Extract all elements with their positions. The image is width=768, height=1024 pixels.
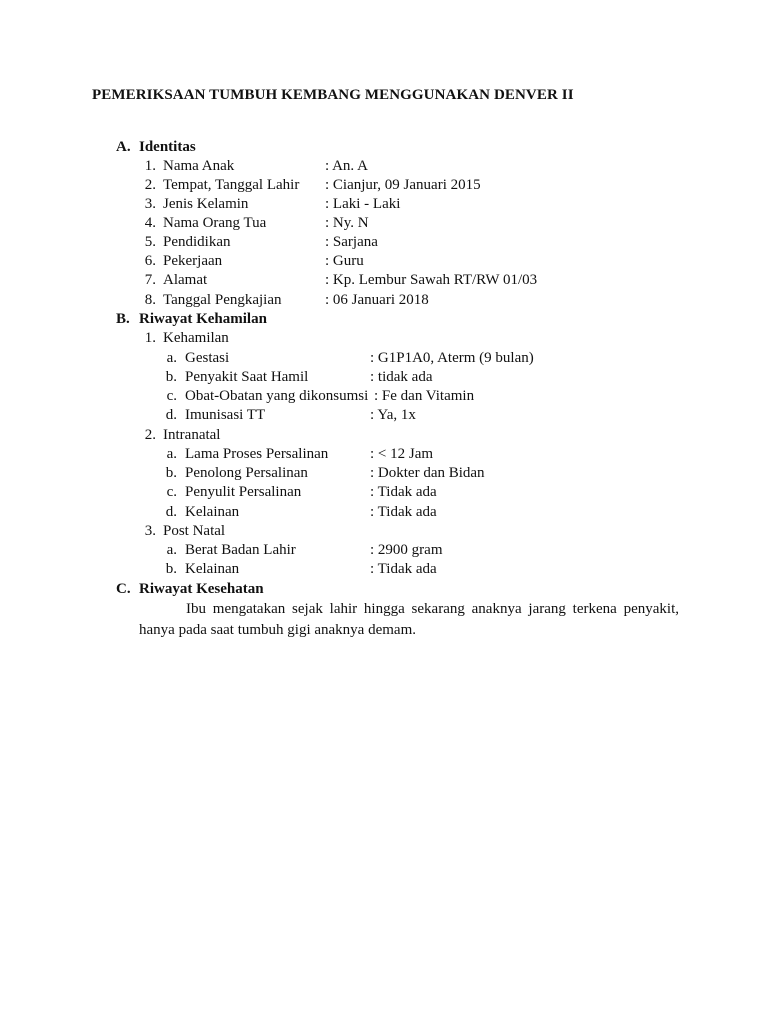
item-number: 4. [144,215,156,231]
item-number: 2. [144,177,156,193]
section-title: Identitas [139,139,196,155]
subsection-title: Kehamilan [163,330,229,346]
item-value: : Cianjur, 09 Januari 2015 [325,177,481,193]
item-value: : Tidak ada [370,561,437,577]
subsection-title: Post Natal [163,523,226,539]
item-label: Kelainan [185,561,240,577]
item-value: : tidak ada [370,369,433,385]
item-letter: d. [165,407,177,423]
item-value: : Laki - Laki [325,196,401,212]
section-title: Riwayat Kesehatan [139,581,264,597]
item-label: Kelainan [185,504,240,520]
item-number: 8. [144,292,156,308]
document-title: PEMERIKSAAN TUMBUH KEMBANG MENGGUNAKAN DENVER II [92,87,574,103]
item-letter: a. [166,542,177,558]
item-number: 6. [144,253,156,269]
item-label: Lama Proses Persalinan [185,446,329,462]
item-letter: c. [166,484,177,500]
item-letter: d. [165,504,177,520]
item-label: Pendidikan [163,234,231,250]
item-label: Alamat [163,272,208,288]
item-label: Nama Orang Tua [163,215,267,231]
item-value: : Sarjana [325,234,378,250]
item-label: Tempat, Tanggal Lahir [163,177,300,193]
item-label: Nama Anak [163,158,235,174]
item-letter: b. [165,369,177,385]
item-value: : Ya, 1x [370,407,416,423]
item-label: Pekerjaan [163,253,223,269]
section-letter: B. [116,311,130,327]
item-label: Penyakit Saat Hamil [185,369,309,385]
item-value: : Tidak ada [370,504,437,520]
item-label: Gestasi [185,350,230,366]
item-letter: b. [165,561,177,577]
paragraph-text: Ibu mengatakan sejak lahir hingga sekarang anaknya jarang terkena penyakit, hanya pada saat tumbuh gigi anaknya demam. [139,601,679,638]
item-label: Imunisasi TT [185,407,266,423]
item-value: : < 12 Jam [370,446,434,462]
section-letter: C. [116,581,131,597]
item-value: : Fe dan Vitamin [374,388,475,404]
item-value: : 2900 gram [370,542,443,558]
item-label: Tanggal Pengkajian [163,292,282,308]
item-value: : G1P1A0, Aterm (9 bulan) [370,350,534,366]
item-letter: a. [166,350,177,366]
item-number: 3. [144,196,156,212]
item-number: 1. [144,158,156,174]
item-letter: a. [166,446,177,462]
item-value: : Tidak ada [370,484,437,500]
health-history-paragraph [139,599,679,641]
item-number: 3. [144,523,156,539]
item-value: : An. A [325,158,368,174]
section-title: Riwayat Kehamilan [139,311,267,327]
item-number: 7. [144,272,156,288]
item-value: : 06 Januari 2018 [325,292,429,308]
item-value: : Guru [325,253,364,269]
item-number: 2. [144,427,156,443]
item-label: Penyulit Persalinan [185,484,302,500]
item-label: Jenis Kelamin [163,196,249,212]
item-value: : Dokter dan Bidan [370,465,485,481]
item-label: Obat-Obatan yang dikonsumsi [185,388,369,404]
item-letter: c. [166,388,177,404]
item-label: Berat Badan Lahir [185,542,296,558]
item-value: : Ny. N [325,215,369,231]
item-label: Penolong Persalinan [185,465,308,481]
item-value: : Kp. Lembur Sawah RT/RW 01/03 [325,272,538,288]
section-letter: A. [116,139,131,155]
subsection-title: Intranatal [163,427,221,443]
item-number: 5. [144,234,156,250]
item-number: 1. [144,330,156,346]
item-letter: b. [165,465,177,481]
